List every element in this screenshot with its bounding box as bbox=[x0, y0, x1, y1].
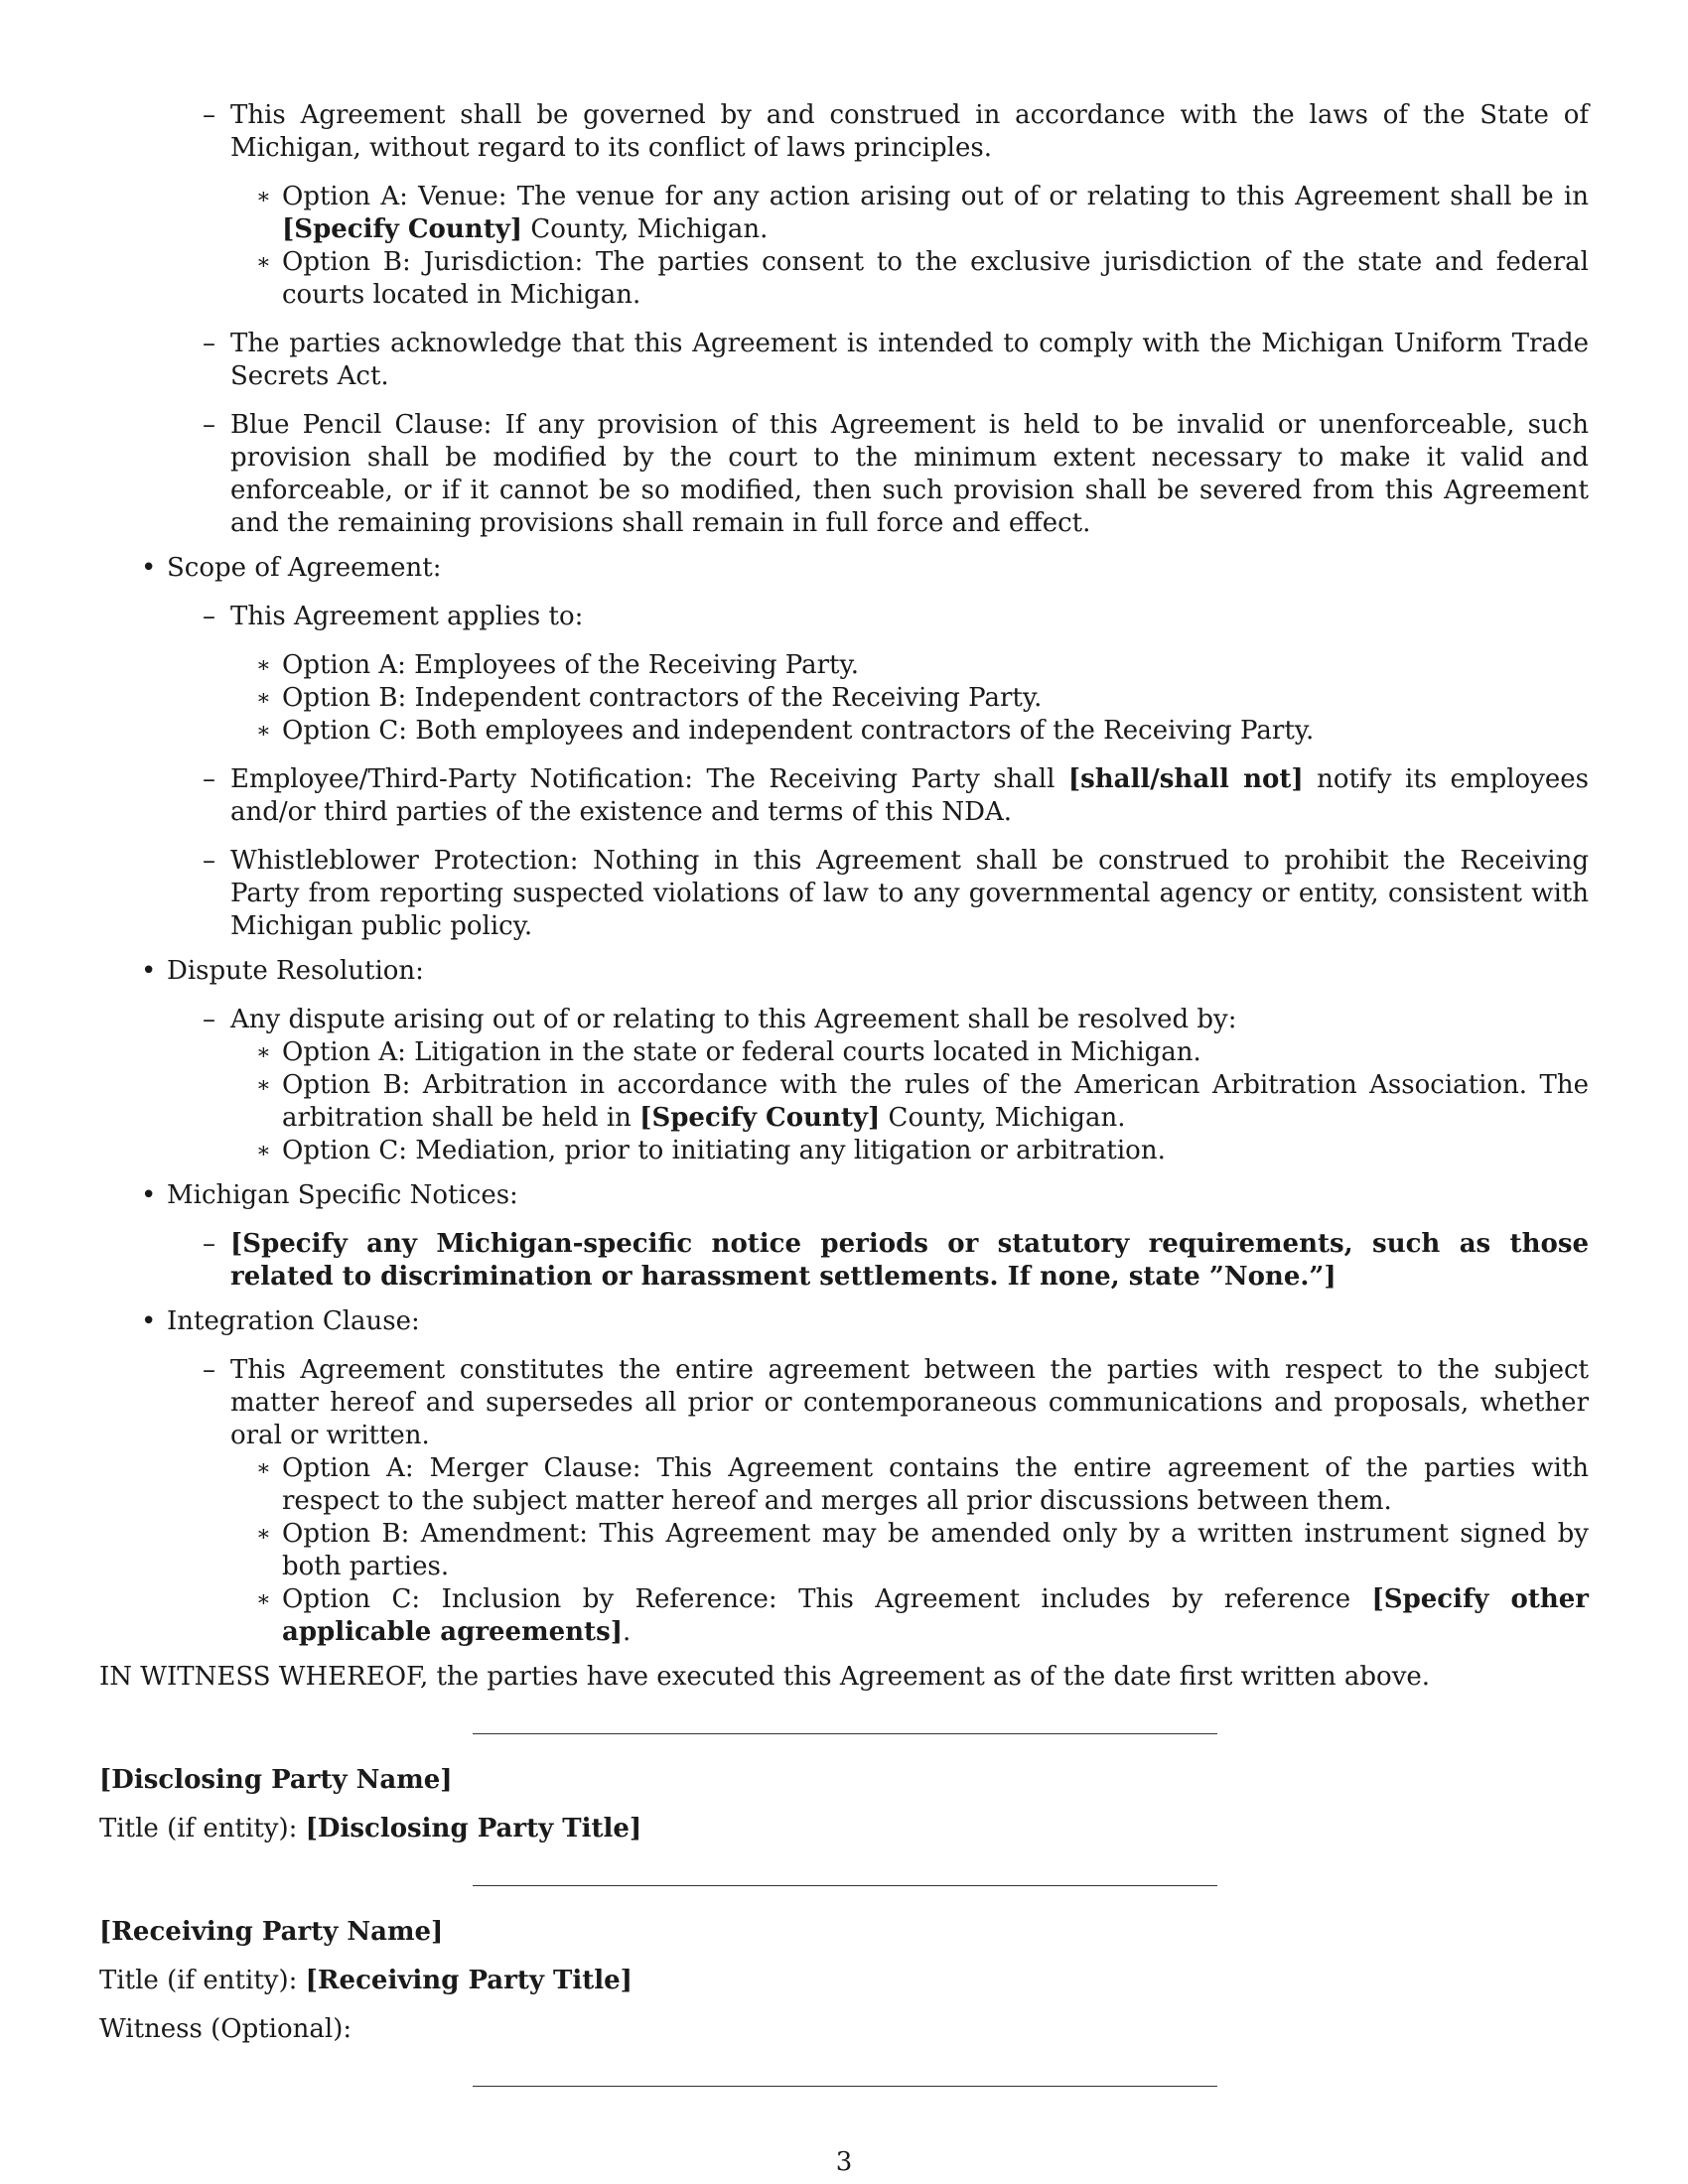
list-item: ∗ Option C: Mediation, prior to initiating any litigation or arbitration. bbox=[256, 1136, 1166, 1165]
scope-applies-text: This Agreement applies to: bbox=[230, 602, 584, 631]
list-item bbox=[167, 601, 1589, 748]
dash-marker: – bbox=[203, 602, 215, 631]
list-item bbox=[167, 1354, 1589, 1649]
star-marker: ∗ bbox=[256, 1040, 271, 1065]
list-item bbox=[167, 99, 1589, 312]
dash-marker: – bbox=[203, 846, 215, 876]
page-number: 3 bbox=[835, 2147, 853, 2177]
receiving-party-title-row: Title (if entity): [Receiving Party Title] bbox=[99, 1966, 633, 1995]
disclosing-party-title-row: Title (if entity): [Disclosing Party Title] bbox=[99, 1814, 642, 1843]
section-heading: Dispute Resolution: bbox=[167, 956, 424, 986]
star-marker: ∗ bbox=[256, 250, 271, 275]
notices-placeholder: [Specify any Michigan-specific notice periods or statutory requirements, such as those related to discrimination or harassment settlements. If none, state ”None.”] bbox=[230, 1229, 1589, 1292]
star-marker: ∗ bbox=[256, 1522, 271, 1547]
list-item: ∗ Option B: Independent contractors of the Receiving Party. bbox=[256, 683, 1043, 713]
dash-marker: – bbox=[203, 410, 215, 440]
governing-law-text: This Agreement shall be governed by and construed in accordance with the laws of the State of Michigan, without regard to its conflict of laws principles. bbox=[230, 100, 1589, 163]
star-marker: ∗ bbox=[256, 1456, 271, 1481]
whistleblower-text: Whistleblower Protection: Nothing in this Agreement shall be construed to prohibit the Receiving Party from reporting suspected violations of law to any governmental agency or entity, consistent with Michigan public policy. bbox=[230, 846, 1589, 941]
list-item bbox=[167, 1228, 1589, 1294]
placeholder-specify-county: [Specify County] bbox=[282, 214, 523, 244]
jurisdiction-option: Option B: Jurisdiction: The parties consent to the exclusive jurisdiction of the state and federal courts located in Michigan. bbox=[282, 247, 1589, 310]
section-heading: Scope of Agreement: bbox=[167, 553, 442, 583]
list-item: ∗ Option A: Merger Clause: This Agreement contains the entire agreement of the parties with respect to the subject matter hereof and merges all prior discussions between them. bbox=[256, 1453, 1589, 1516]
list-item bbox=[167, 409, 1589, 540]
star-marker: ∗ bbox=[256, 1587, 271, 1612]
list-item bbox=[167, 845, 1589, 943]
uniform-trade-secrets-text: The parties acknowledge that this Agreement is intended to comply with the Michigan Uniform Trade Secrets Act. bbox=[230, 329, 1589, 391]
signature-line-witness[interactable] bbox=[473, 2086, 1217, 2087]
list-item: ∗ Option A: Litigation in the state or federal courts located in Michigan. bbox=[256, 1037, 1201, 1067]
scope-section bbox=[99, 552, 1589, 943]
document-page bbox=[99, 99, 1589, 2087]
placeholder-specify-county: [Specify County] bbox=[639, 1103, 881, 1133]
dash-marker: – bbox=[203, 764, 215, 794]
star-marker: ∗ bbox=[256, 1073, 271, 1098]
dash-marker: – bbox=[203, 329, 215, 358]
star-marker: ∗ bbox=[256, 719, 271, 744]
disclosing-party-name: [Disclosing Party Name] bbox=[99, 1765, 453, 1795]
signature-line-disclosing[interactable] bbox=[473, 1733, 1217, 1734]
section-heading: Michigan Specific Notices: bbox=[167, 1180, 518, 1210]
list-item: ∗ Option C: Inclusion by Reference: This Agreement includes by reference [Specify other applicable agreements]. bbox=[256, 1584, 1589, 1647]
star-marker: ∗ bbox=[256, 1139, 271, 1163]
notices-section bbox=[99, 1179, 1589, 1294]
governing-law-section bbox=[99, 99, 1589, 540]
list-item: ∗ Option B: Amendment: This Agreement may be amended only by a written instrument signed by both parties. bbox=[256, 1519, 1589, 1581]
list-item bbox=[167, 1004, 1589, 1167]
dash-marker: – bbox=[203, 1005, 215, 1034]
bullet-marker: • bbox=[141, 553, 157, 583]
placeholder-other-agreements: [Specify other applicable agreements] bbox=[282, 1584, 1589, 1647]
list-item: ∗ Option A: Employees of the Receiving Party. bbox=[256, 650, 859, 680]
notification-text: Employee/Third-Party Notification: The Receiving Party shall [shall/shall not] notify its employees and/or third parties of the existence and terms of this NDA. bbox=[230, 764, 1589, 827]
dash-marker: – bbox=[203, 1355, 215, 1385]
list-item bbox=[230, 181, 1589, 246]
dash-marker: – bbox=[203, 100, 215, 130]
integration-intro: This Agreement constitutes the entire agreement between the parties with respect to the subject matter hereof and supersedes all prior or contemporaneous communications and proposals, whether oral or written. bbox=[230, 1355, 1589, 1450]
list-item: ∗ Option B: Arbitration in accordance with the rules of the American Arbitration Association. The arbitration shall be held in [Specify County] County, Michigan. bbox=[256, 1070, 1589, 1133]
list-item bbox=[230, 246, 1589, 312]
bullet-marker: • bbox=[141, 1180, 157, 1210]
list-item bbox=[167, 328, 1589, 393]
placeholder-shall: [shall/shall not] bbox=[1067, 764, 1304, 794]
section-heading: Integration Clause: bbox=[167, 1306, 420, 1336]
list-item bbox=[167, 763, 1589, 829]
bullet-marker: • bbox=[141, 956, 157, 986]
dispute-intro: Any dispute arising out of or relating to this Agreement shall be resolved by: bbox=[230, 1005, 1237, 1034]
bullet-marker: • bbox=[141, 1306, 157, 1336]
witness-label: Witness (Optional): bbox=[99, 2014, 352, 2044]
dispute-section bbox=[99, 955, 1589, 1167]
integration-section bbox=[99, 1305, 1589, 1649]
list-item: ∗ Option C: Both employees and independent contractors of the Receiving Party. bbox=[256, 716, 1315, 746]
blue-pencil-clause: Blue Pencil Clause: If any provision of this Agreement is held to be invalid or unenforceable, such provision shall be modified by the court to the minimum extent necessary to make it valid and enforceable, or if it cannot be so modified, then such provision shall be severed from this Agreement and the remaining provisions shall remain in full force and effect. bbox=[230, 410, 1589, 538]
receiving-party-name: [Receiving Party Name] bbox=[99, 1917, 444, 1947]
signature-line-receiving[interactable] bbox=[473, 1885, 1217, 1886]
venue-option: Option A: Venue: The venue for any action arising out of or relating to this Agreement shall be in [Specify County] County, Michigan. bbox=[282, 182, 1589, 244]
star-marker: ∗ bbox=[256, 686, 271, 711]
witness-statement: IN WITNESS WHEREOF, the parties have executed this Agreement as of the date first written above. bbox=[99, 1662, 1431, 1692]
star-marker: ∗ bbox=[256, 185, 271, 209]
star-marker: ∗ bbox=[256, 653, 271, 678]
dash-marker: – bbox=[203, 1229, 215, 1259]
